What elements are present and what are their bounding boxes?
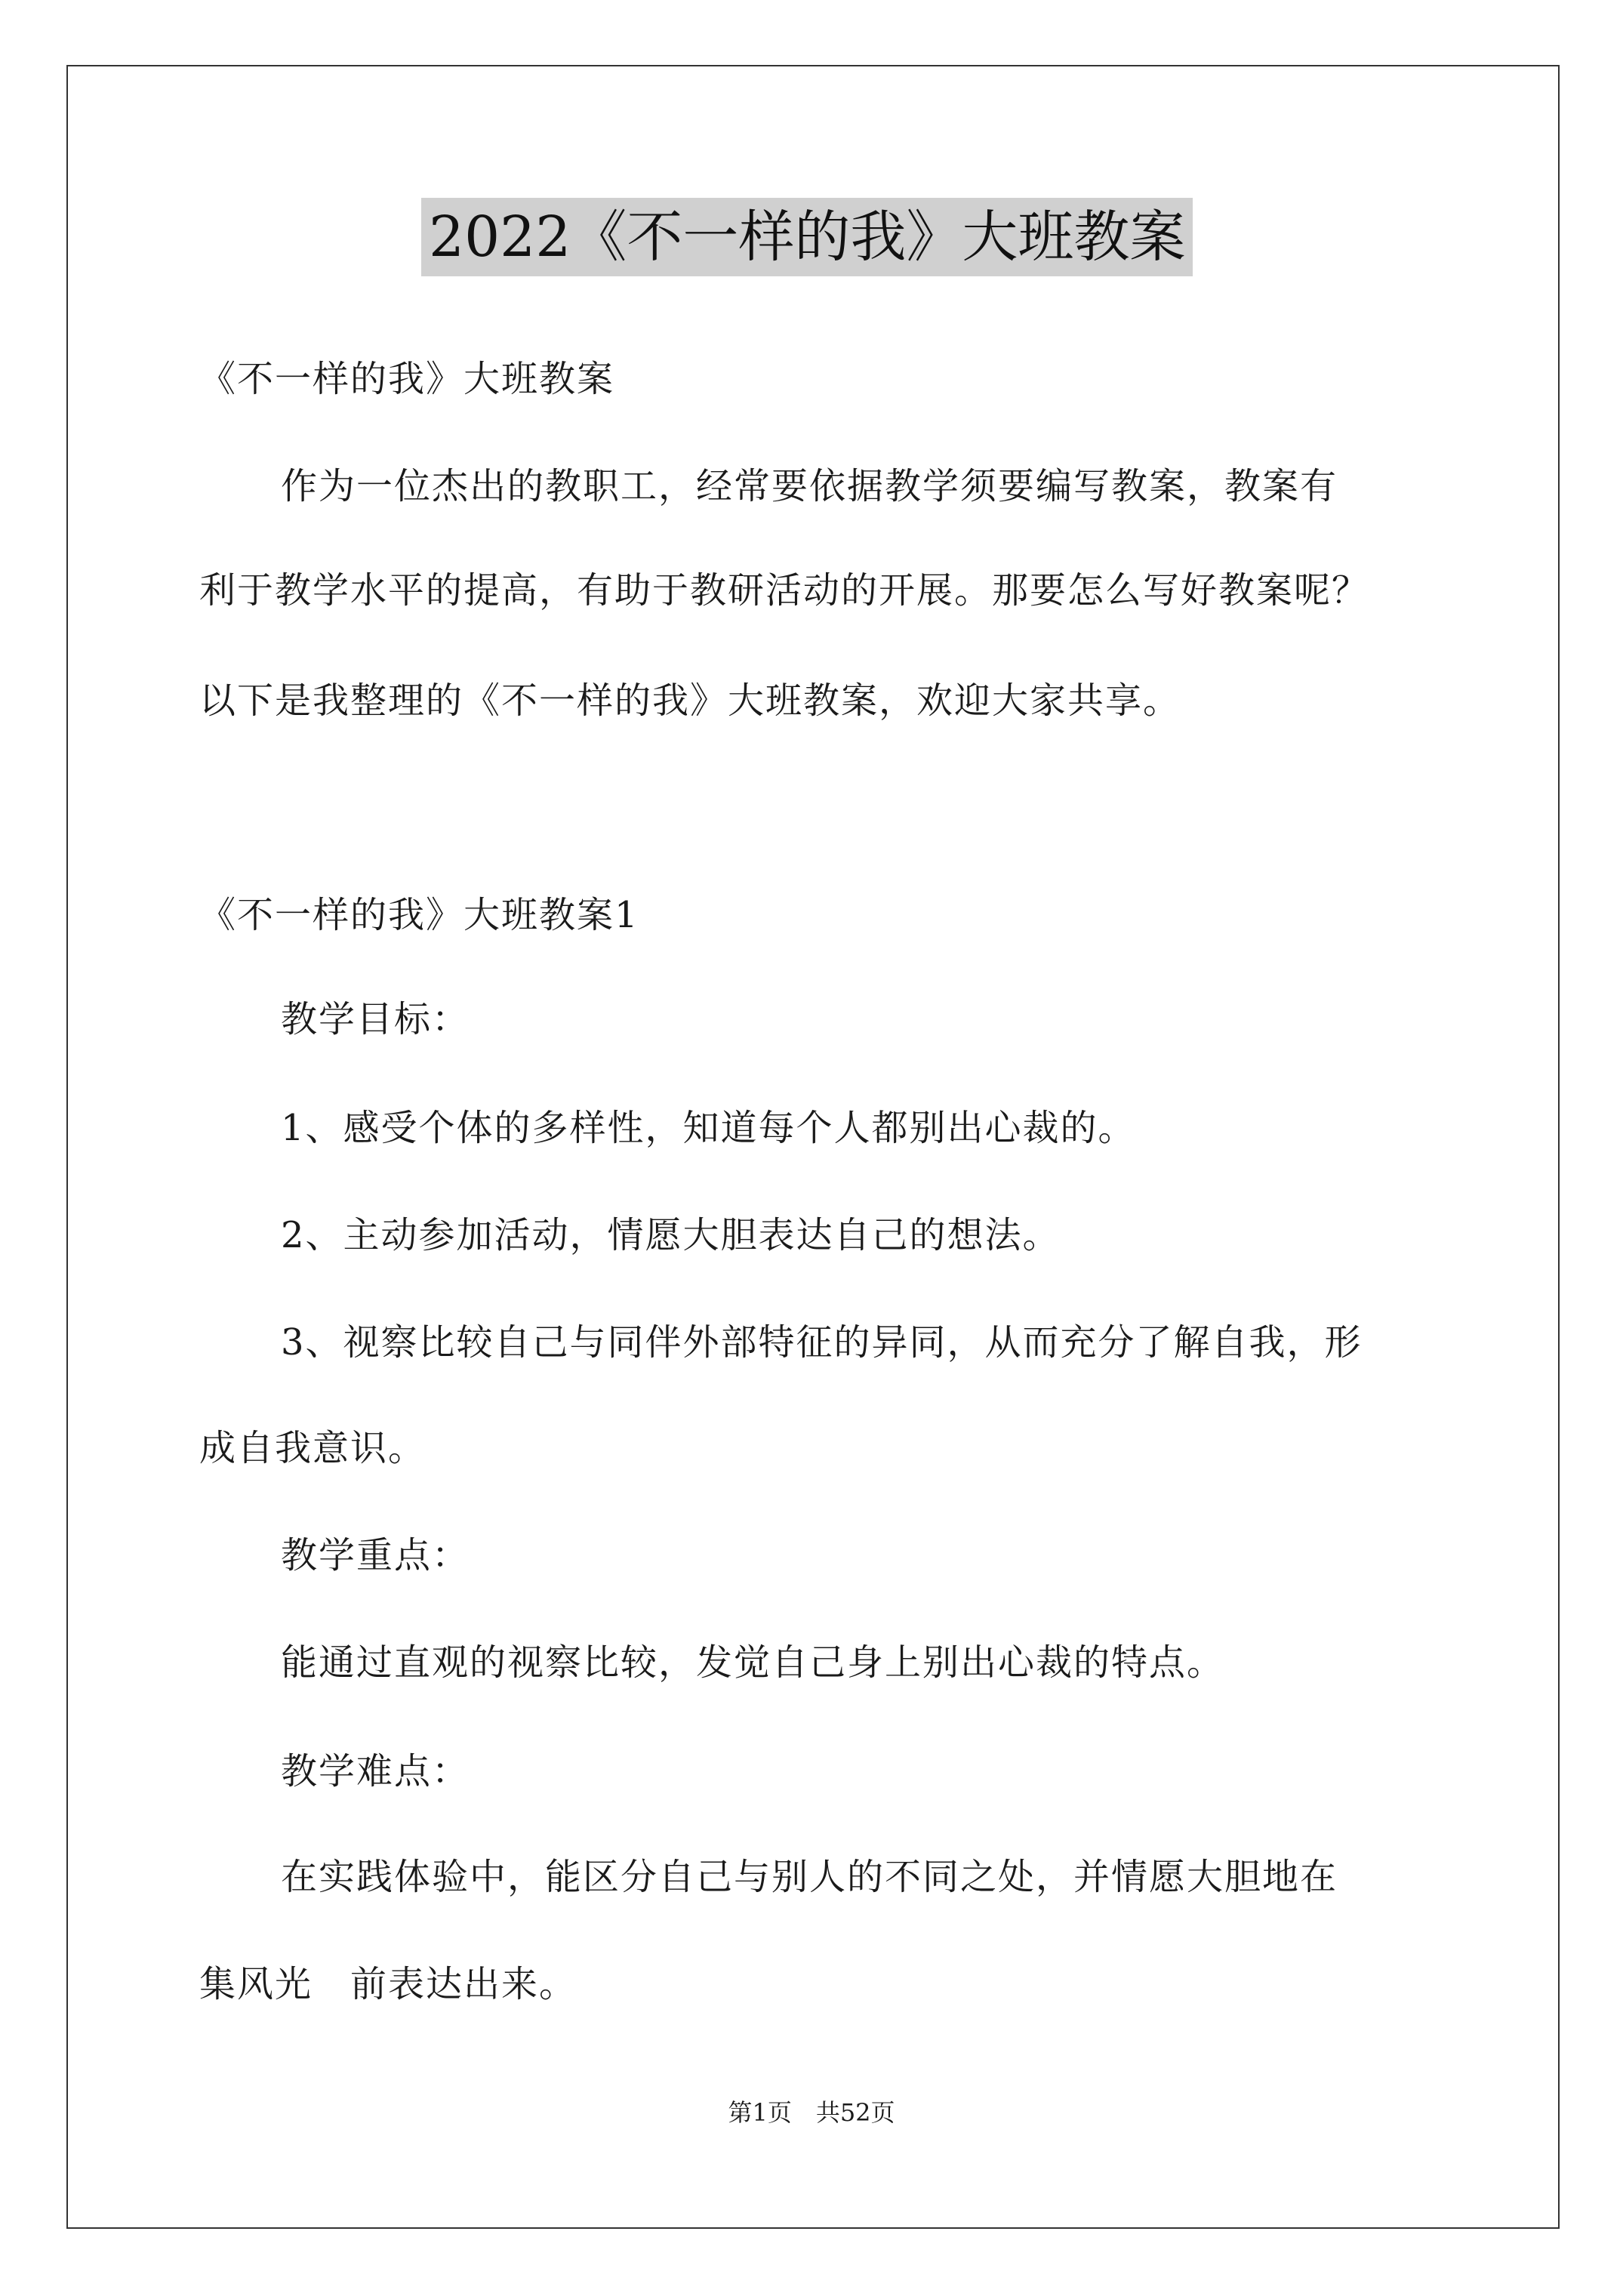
key-point-label: 教学重点： <box>281 1534 470 1576</box>
goal-item-3-line-1: 3、视察比较自己与同伴外部特征的异同，从而充分了解自我，形 <box>281 1321 1363 1364</box>
intro-line-1: 作为一位杰出的教职工，经常要依据教学须要编写教案，教案有 <box>281 465 1338 507</box>
goal-item-1: 1、感受个体的多样性，知道每个人都别出心裁的。 <box>281 1107 1136 1149</box>
page-footer: 第1页 共52页 <box>728 2098 895 2127</box>
goals-label: 教学目标： <box>281 998 470 1040</box>
key-point-text: 能通过直观的视察比较，发觉自己身上别出心裁的特点。 <box>281 1641 1225 1684</box>
difficulty-text-line-1: 在实践体验中，能区分自己与别人的不同之处，并情愿大胆地在 <box>281 1856 1338 1898</box>
goal-item-3-line-2: 成自我意识。 <box>199 1427 427 1469</box>
document-heading: 《不一样的我》大班教案 <box>199 358 615 400</box>
document-title: 2022《不一样的我》大班教案 <box>421 198 1193 276</box>
difficulty-label: 教学难点： <box>281 1750 470 1792</box>
intro-line-3: 以下是我整理的《不一样的我》大班教案，欢迎大家共享。 <box>199 680 1181 722</box>
section-title: 《不一样的我》大班教案1 <box>199 894 639 936</box>
intro-line-2: 利于教学水平的提高，有助于教研活动的开展。那要怎么写好教案呢？ <box>199 569 1370 612</box>
goal-item-2: 2、主动参加活动，情愿大胆表达自己的想法。 <box>281 1214 1061 1256</box>
difficulty-text-line-2: 集风光 前表达出来。 <box>199 1963 577 2005</box>
